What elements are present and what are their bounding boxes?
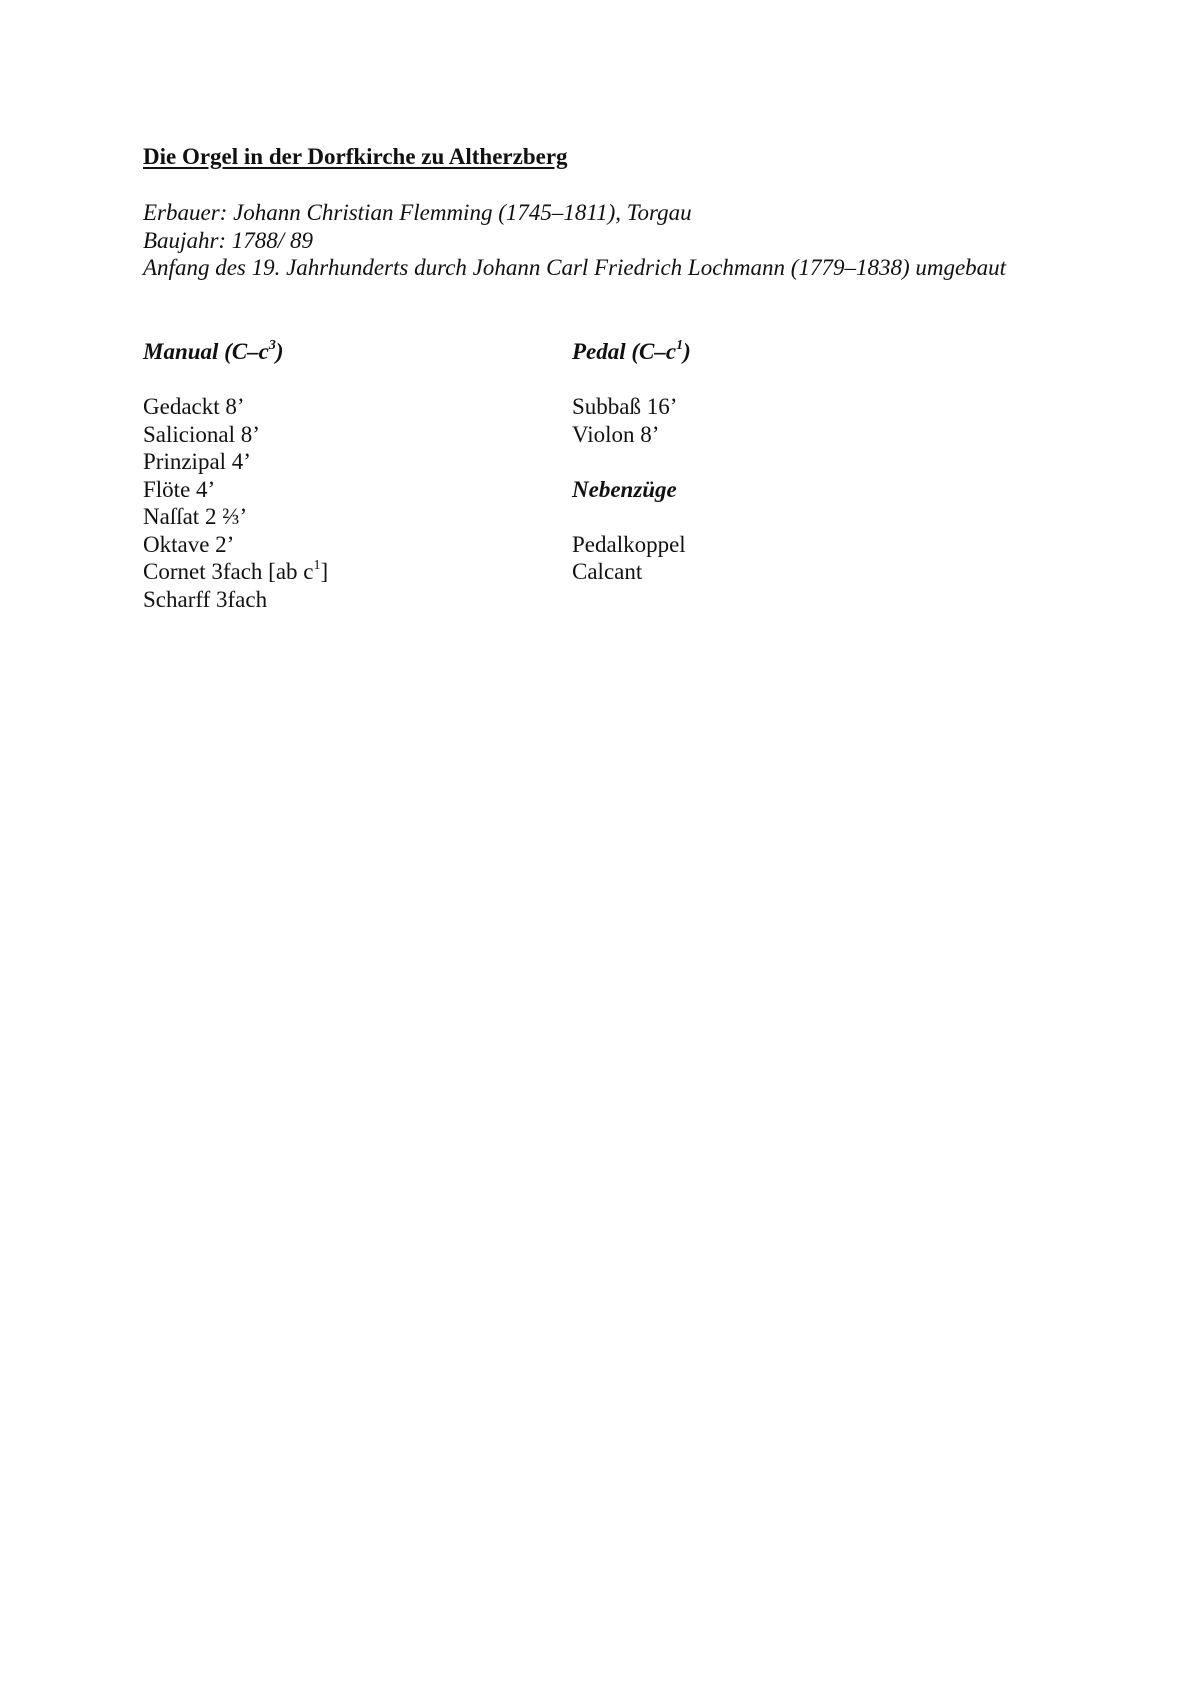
builder-line: Erbauer: Johann Christian Flemming (1745–1811), Torgau xyxy=(143,200,692,225)
year-line: Baujahr: 1788/ 89 xyxy=(143,227,313,253)
manual-stop: Flöte 4’ xyxy=(143,476,216,502)
cornet-close: ] xyxy=(320,559,329,584)
column-spacer xyxy=(572,448,691,476)
pedal-heading-superscript: 1 xyxy=(676,338,684,354)
manual-heading-superscript: 3 xyxy=(268,338,276,354)
manual-stop: Oktave 2’ xyxy=(143,531,235,557)
accessory-item: Pedalkoppel xyxy=(572,531,686,557)
manual-stop: Scharff 3fach xyxy=(143,586,268,612)
manual-stop-list xyxy=(143,393,328,613)
pedal-column xyxy=(572,338,691,586)
accessories-list xyxy=(572,531,691,586)
rebuild-line: Anfang des 19. Jahrhunderts durch Johann Carl Friedrich Lochmann (1779–1838) umgebaut xyxy=(143,255,1007,280)
organ-metadata xyxy=(143,199,1006,282)
pedal-heading-text: Pedal (C–c xyxy=(572,339,677,364)
manual-heading xyxy=(143,338,328,366)
pedal-heading xyxy=(572,338,691,366)
pedal-stop: Violon 8’ xyxy=(572,421,660,447)
cornet-text: Cornet 3fach [ab c xyxy=(143,559,314,584)
accessory-item: Calcant xyxy=(572,559,643,584)
manual-heading-text: Manual (C–c xyxy=(143,339,269,364)
manual-stop-cornet xyxy=(143,558,328,586)
manual-stop: Salicional 8’ xyxy=(143,421,260,447)
manual-heading-close: ) xyxy=(275,339,284,364)
manual-stop: Prinzipal 4’ xyxy=(143,449,251,474)
accessories-heading: Nebenzüge xyxy=(572,476,677,502)
manual-column xyxy=(143,338,328,613)
manual-stop: Gedackt 8’ xyxy=(143,394,245,419)
pedal-heading-close: ) xyxy=(683,339,691,364)
document-title: Die Orgel in der Dorfkirche zu Altherzberg xyxy=(143,144,568,169)
manual-stop: Naſſat 2 ⅔’ xyxy=(143,504,248,529)
pedal-stop-list xyxy=(572,393,691,448)
cornet-superscript: 1 xyxy=(313,558,321,574)
pedal-stop: Subbaß 16’ xyxy=(572,394,678,419)
